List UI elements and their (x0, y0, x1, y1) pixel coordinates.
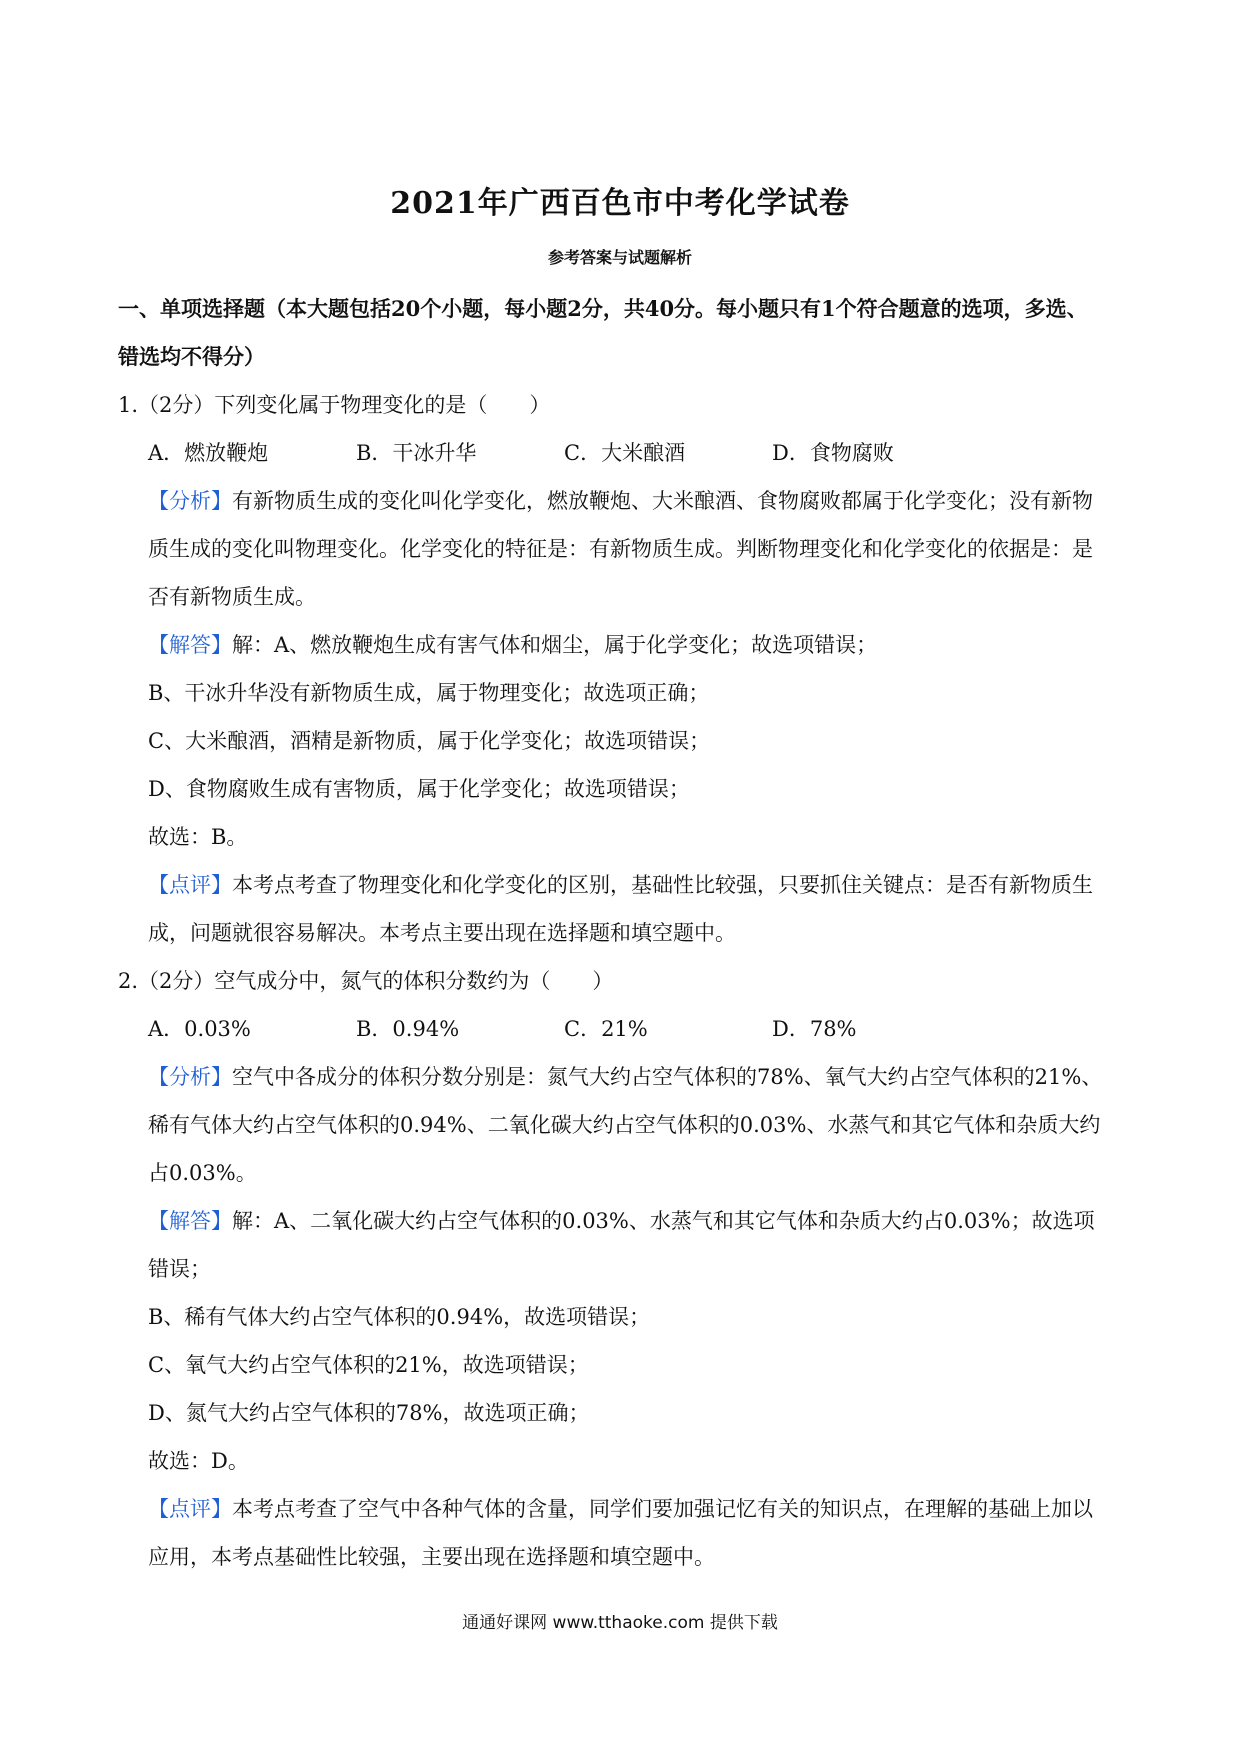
option-b: B．0.94% (356, 1017, 460, 1041)
analysis-text: 空气中各成分的体积分数分别是：氮气大约占空气体积的78%、氧气大约占空气体积的21%、 (232, 1065, 1103, 1089)
answer-line: B、干冰升华没有新物质生成，属于物理变化；故选项正确； (148, 681, 710, 705)
analysis-line (118, 1053, 1128, 1101)
option-c: C．21% (564, 1017, 648, 1041)
analysis-tag: 【分析】 (148, 1065, 232, 1089)
page-subtitle: 参考答案与试题解析 (547, 248, 692, 267)
section-heading-line: 一、单项选择题（本大题包括20个小题，每小题2分，共40分。每小题只有1个符合题意的选项，多选、 (118, 296, 1088, 321)
answer-line: C、大米酿酒，酒精是新物质，属于化学变化；故选项错误； (148, 729, 711, 753)
answer-line: C、氧气大约占空气体积的21%，故选项错误； (148, 1353, 589, 1377)
document-body (118, 285, 1128, 1581)
option-d: D．食物腐败 (772, 441, 894, 465)
section-heading-line: 错选均不得分） (118, 344, 265, 369)
question-2-options (118, 1005, 1128, 1053)
answer-line (118, 621, 1128, 669)
answer-line (118, 1197, 1128, 1245)
analysis-line: 质生成的变化叫物理变化。化学变化的特征是：有新物质生成。判断物理变化和化学变化的依据是：是 (148, 537, 1093, 561)
comment-text: 本考点考查了空气中各种气体的含量，同学们要加强记忆有关的知识点，在理解的基础上加以 (232, 1497, 1093, 1521)
answer-line: B、稀有气体大约占空气体积的0.94%，故选项错误； (148, 1305, 651, 1329)
choice-line: 故选：D。 (148, 1449, 249, 1473)
answer-text: 解：A、二氧化碳大约占空气体积的0.03%、水蒸气和其它气体和杂质大约占0.03%；故选项 (232, 1209, 1095, 1233)
answer-tag: 【解答】 (148, 1209, 232, 1233)
option-a: A．0.03% (148, 1017, 251, 1041)
question-1-options (118, 429, 1128, 477)
comment-line (118, 1485, 1128, 1533)
analysis-line (118, 477, 1128, 525)
comment-tag: 【点评】 (148, 873, 232, 897)
answer-line: D、食物腐败生成有害物质，属于化学变化；故选项错误； (148, 777, 690, 801)
answer-line: 错误； (148, 1257, 211, 1281)
question-2-stem: 2.（2分）空气成分中，氮气的体积分数约为（ ） (118, 969, 614, 993)
page-title: 2021年广西百色市中考化学试卷 (390, 186, 850, 221)
analysis-tag: 【分析】 (148, 489, 232, 513)
analysis-line: 占0.03%。 (148, 1161, 257, 1185)
analysis-line: 稀有气体大约占空气体积的0.94%、二氧化碳大约占空气体积的0.03%、水蒸气和其它气体和杂质大约 (148, 1113, 1101, 1137)
comment-line: 应用，本考点基础性比较强，主要出现在选择题和填空题中。 (148, 1545, 715, 1569)
choice-line: 故选：B。 (148, 825, 248, 849)
comment-text: 本考点考查了物理变化和化学变化的区别，基础性比较强，只要抓住关键点：是否有新物质生 (232, 873, 1093, 897)
comment-tag: 【点评】 (148, 1497, 232, 1521)
answer-text: 解：A、燃放鞭炮生成有害气体和烟尘，属于化学变化；故选项错误； (232, 633, 878, 657)
analysis-text: 有新物质生成的变化叫化学变化，燃放鞭炮、大米酿酒、食物腐败都属于化学变化；没有新物 (232, 489, 1093, 513)
question-1-stem: 1.（2分）下列变化属于物理变化的是（ ） (118, 393, 551, 417)
answer-tag: 【解答】 (148, 633, 232, 657)
option-b: B．干冰升华 (356, 441, 477, 465)
analysis-line: 否有新物质生成。 (148, 585, 316, 609)
option-d: D．78% (772, 1017, 857, 1041)
page-footer: 通通好课网 www.tthaoke.com 提供下载 (462, 1613, 778, 1633)
option-c: C．大米酿酒 (564, 441, 686, 465)
answer-line: D、氮气大约占空气体积的78%，故选项正确； (148, 1401, 590, 1425)
option-a: A．燃放鞭炮 (148, 441, 269, 465)
comment-line: 成，问题就很容易解决。本考点主要出现在选择题和填空题中。 (148, 921, 736, 945)
comment-line (118, 861, 1128, 909)
